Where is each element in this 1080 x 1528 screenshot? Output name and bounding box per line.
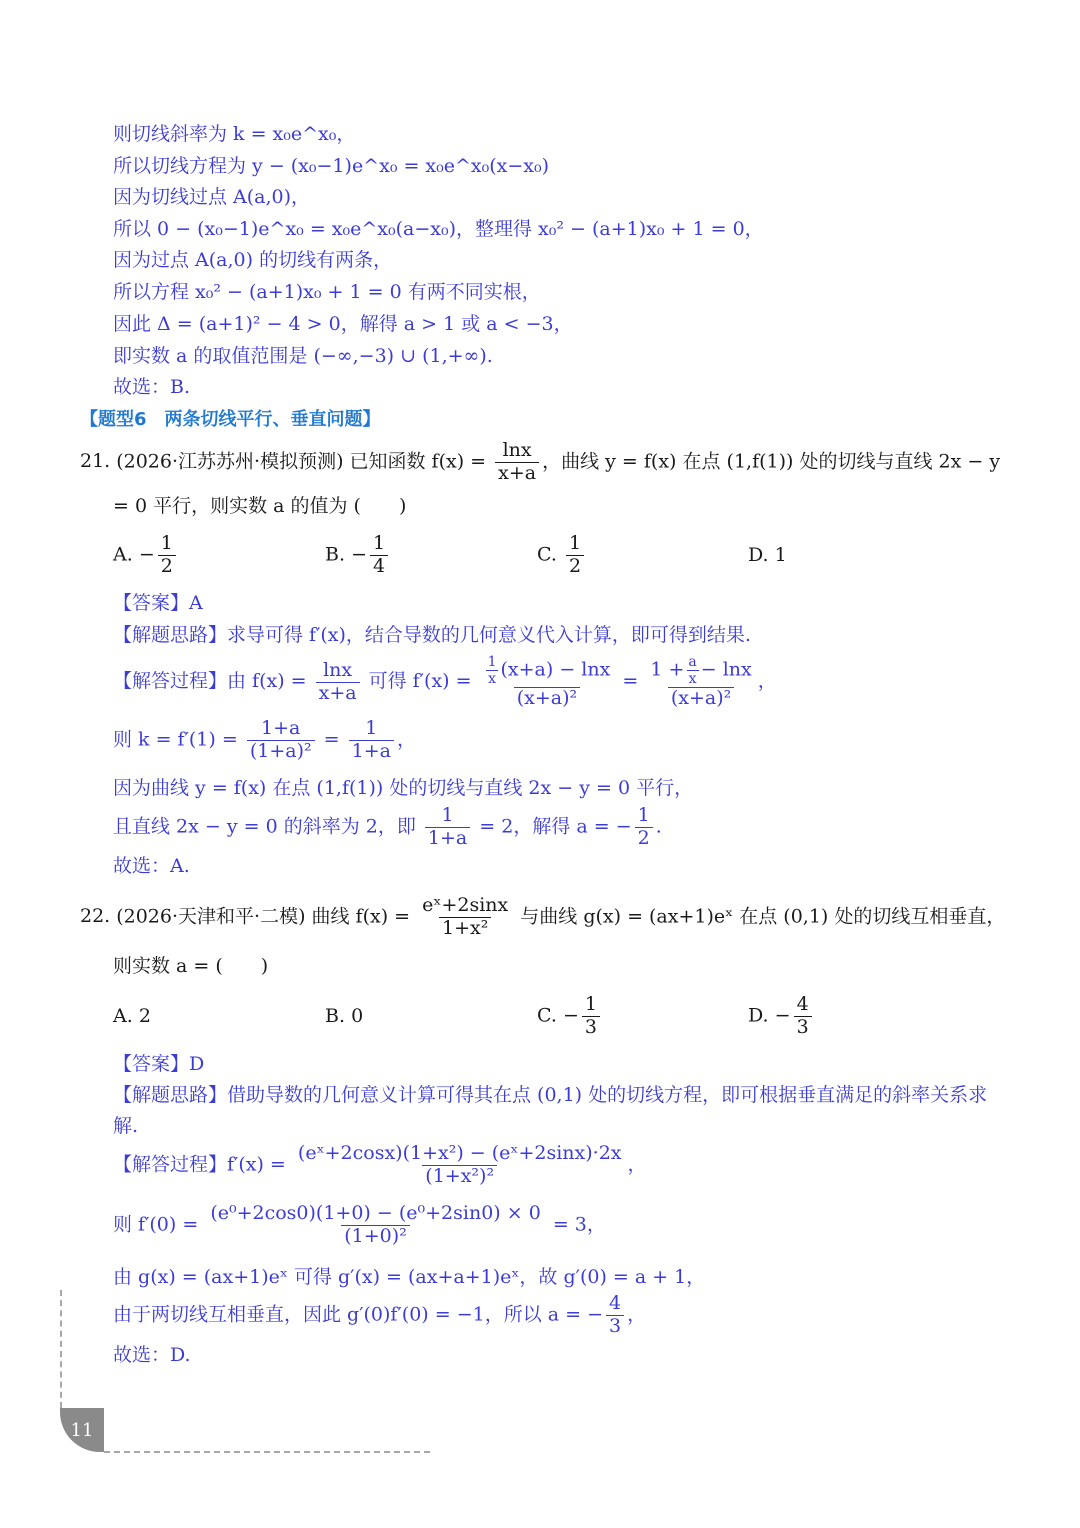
- fraction-denominator: (x+a)²: [668, 687, 734, 710]
- solution-line-5: 因为过点 A(a,0) 的切线有两条，: [113, 249, 393, 271]
- fraction-denominator: 1+a: [349, 740, 394, 763]
- question-stem-continued: ，曲线 y = f(x) 在点 (1,f(1)) 处的切线与直线 2x − y: [542, 450, 1001, 473]
- question-22-line-1: [80, 895, 1005, 940]
- choice-21: 故选：A.: [113, 855, 190, 877]
- fraction-denominator: (1+0)²: [341, 1225, 410, 1248]
- fraction-denominator: 1+x²: [439, 917, 491, 940]
- idea-22-line-2: 解.: [113, 1115, 139, 1137]
- process-label: 【解答过程】f′(x) =: [113, 1153, 286, 1176]
- option-b[interactable]: [325, 533, 391, 578]
- fraction: [295, 1143, 625, 1188]
- process-text: 则 k = f′(1) =: [113, 728, 238, 751]
- solution-line-9: 故选：B.: [113, 376, 191, 398]
- option-label: D.: [748, 544, 769, 566]
- option-sign: −: [774, 1004, 791, 1027]
- fraction: [686, 654, 698, 687]
- fraction-denominator: 1+a: [425, 827, 470, 850]
- option-d[interactable]: [748, 994, 815, 1039]
- question-stem-continued: 与曲线 g(x) = (ax+1)eˣ 在点 (0,1) 处的切线互相垂直，: [520, 905, 1006, 928]
- fraction-numerator: 1+a: [261, 717, 301, 739]
- question-22-line-2: 则实数 a = ( ): [113, 955, 269, 977]
- solution-line-7: 因此 Δ = (a+1)² − 4 > 0，解得 a > 1 或 a < −3，: [113, 313, 573, 335]
- question-21-line-1: [80, 440, 1000, 485]
- solution-line-1: 则切线斜率为 k = x₀e^x₀，: [113, 123, 356, 145]
- answer-21: 【答案】A: [113, 592, 203, 614]
- fraction: [794, 994, 812, 1039]
- answer-22: 【答案】D: [113, 1053, 205, 1075]
- process-text: 且直线 2x − y = 0 的斜率为 2，即: [113, 815, 416, 838]
- fraction: [566, 533, 584, 578]
- option-label: C.: [537, 543, 557, 566]
- fraction-denominator: 3: [606, 1315, 624, 1338]
- fraction-denominator: 3: [794, 1016, 812, 1039]
- option-sign: −: [351, 543, 367, 566]
- fraction: [370, 533, 388, 578]
- fraction: [158, 533, 176, 578]
- fraction-denominator: 2: [635, 827, 653, 850]
- solution-line-4: 所以 0 − (x₀−1)e^x₀ = x₀e^x₀(a−x₀)，整理得 x₀² − (a+1)x₀ + 1 = 0，: [113, 218, 764, 240]
- process-text: = 3，: [552, 1213, 606, 1236]
- fraction-numerator: 1: [441, 804, 454, 826]
- solution-line-8: 即实数 a 的取值范围是 (−∞,−3) ∪ (1,+∞).: [113, 345, 493, 367]
- fraction-denominator: (1+x²)²: [422, 1165, 497, 1188]
- comma: ，: [627, 1153, 647, 1176]
- fraction: [419, 895, 511, 940]
- process-22-line-4: [113, 1293, 646, 1338]
- fraction: [582, 994, 600, 1039]
- process-21-line-1: [113, 654, 777, 710]
- fraction: [647, 654, 754, 710]
- idea-22-line-1: 【解题思路】借助导数的几何意义计算可得其在点 (0,1) 处的切线方程，即可根据垂直满足的斜率关系求: [113, 1084, 988, 1106]
- fraction-numerator: 1: [584, 993, 597, 1015]
- process-21-line-3: 因为曲线 y = f(x) 在点 (1,f(1)) 处的切线与直线 2x − y = 0 平行，: [113, 777, 694, 799]
- fraction-denominator: 2: [566, 555, 584, 578]
- fraction: [486, 654, 499, 687]
- comma: ，: [396, 728, 416, 751]
- fraction-numerator: 4: [796, 993, 809, 1015]
- process-text: 可得 f′(x) =: [368, 670, 472, 693]
- solution-line-2: 所以切线方程为 y − (x₀−1)e^x₀ = x₀e^x₀(x−x₀): [113, 155, 550, 177]
- equals-sign: =: [622, 670, 639, 693]
- option-label: A.: [113, 543, 133, 566]
- fraction-numerator: lnx: [323, 658, 353, 681]
- fraction-denominator: x: [488, 671, 496, 688]
- fraction-numerator: 1: [637, 804, 650, 826]
- fraction-numerator: 1: [365, 717, 378, 739]
- option-a[interactable]: [113, 533, 179, 578]
- option-sign: −: [562, 1004, 579, 1027]
- option-c[interactable]: [537, 994, 603, 1039]
- option-label: A.: [113, 1005, 133, 1027]
- fraction-numerator: 4: [608, 1292, 622, 1314]
- fraction-denominator: 4: [370, 555, 388, 578]
- process-22-line-2: [113, 1203, 606, 1248]
- fraction: [481, 654, 614, 710]
- process-21-line-4: [113, 805, 662, 850]
- fraction: [495, 440, 539, 485]
- option-sign: −: [138, 543, 155, 566]
- fraction-denominator: x: [688, 671, 697, 688]
- fraction-denominator: 2: [158, 555, 176, 578]
- option-b[interactable]: [325, 1005, 363, 1027]
- option-a[interactable]: [113, 1005, 151, 1027]
- footer-dashed-line: [104, 1451, 430, 1453]
- equals-sign: =: [323, 728, 340, 751]
- question-number: 21.: [80, 450, 111, 473]
- fraction-numerator: (eˣ+2cosx)(1+x²) − (eˣ+2sinx)·2x: [297, 1142, 622, 1164]
- option-d[interactable]: [748, 544, 787, 566]
- solution-line-6: 所以方程 x₀² − (a+1)x₀ + 1 = 0 有两不同实根，: [113, 281, 541, 303]
- period: .: [655, 815, 662, 838]
- fraction: [425, 805, 470, 850]
- question-21-line-2: = 0 平行，则实数 a 的值为 ( ): [113, 495, 407, 517]
- choice-22: 故选：D.: [113, 1344, 191, 1366]
- option-label: B.: [325, 1005, 346, 1027]
- fraction: [316, 660, 360, 705]
- fraction-denominator: x+a: [316, 682, 360, 705]
- comma: ，: [627, 1303, 647, 1326]
- question-number: 22.: [80, 905, 111, 928]
- option-label: D.: [748, 1004, 769, 1027]
- fraction-numerator: − lnx: [700, 658, 752, 681]
- margin-dashed-line: [60, 1290, 62, 1408]
- fraction: [349, 718, 394, 763]
- process-text: 由于两切线互相垂直，因此 g′(0)f′(0) = −1，所以 a = −: [113, 1303, 603, 1326]
- fraction-numerator: eˣ+2sinx: [422, 894, 509, 916]
- fraction: [635, 805, 653, 850]
- fraction-numerator: a: [688, 654, 697, 670]
- page-number-tab: [60, 1408, 104, 1452]
- solution-line-3: 因为切线过点 A(a,0)，: [113, 186, 311, 208]
- page-number: 11: [70, 1419, 94, 1441]
- fraction: [247, 718, 315, 763]
- fraction: [606, 1293, 624, 1338]
- fraction-numerator: (x+a) − lnx: [500, 658, 611, 681]
- process-22-line-3: 由 g(x) = (ax+1)eˣ 可得 g′(x) = (ax+a+1)eˣ，故 g′(0) = a + 1，: [113, 1266, 706, 1288]
- fraction-numerator: 1: [487, 654, 497, 670]
- process-21-line-2: [113, 718, 416, 763]
- fraction-denominator: (1+a)²: [247, 740, 315, 763]
- question-stem: (2026·江苏苏州·模拟预测) 已知函数 f(x) =: [116, 450, 487, 473]
- fraction-numerator: 1: [160, 532, 173, 554]
- fraction-denominator: (x+a)²: [514, 687, 580, 710]
- fraction: [207, 1203, 543, 1248]
- option-c[interactable]: [537, 533, 587, 578]
- option-value: 1: [774, 544, 787, 566]
- section-heading: 【题型6 两条切线平行、垂直问题】: [80, 409, 381, 430]
- fraction-denominator: 3: [582, 1016, 600, 1039]
- idea-21: 【解题思路】求导可得 f′(x)，结合导数的几何意义代入计算，即可得到结果.: [113, 624, 751, 646]
- fraction-numerator: lnx: [502, 439, 532, 461]
- process-22-line-1: [113, 1143, 647, 1188]
- fraction-numerator: 1 +: [650, 658, 685, 681]
- process-text: 则 f′(0) =: [113, 1213, 199, 1236]
- option-value: 0: [351, 1005, 364, 1027]
- fraction-numerator: 1: [372, 532, 386, 554]
- comma: ，: [757, 670, 777, 693]
- option-label: C.: [537, 1004, 557, 1027]
- question-stem: (2026·天津和平·二模) 曲线 f(x) =: [116, 905, 411, 928]
- process-text: = 2，解得 a = −: [479, 815, 632, 838]
- process-label: 【解答过程】由 f(x) =: [113, 670, 307, 693]
- fraction-numerator: (e⁰+2cos0)(1+0) − (e⁰+2sin0) × 0: [210, 1202, 541, 1224]
- option-label: B.: [325, 543, 346, 566]
- fraction-denominator: x+a: [495, 462, 539, 485]
- fraction-numerator: 1: [568, 532, 582, 554]
- option-value: 2: [138, 1005, 151, 1027]
